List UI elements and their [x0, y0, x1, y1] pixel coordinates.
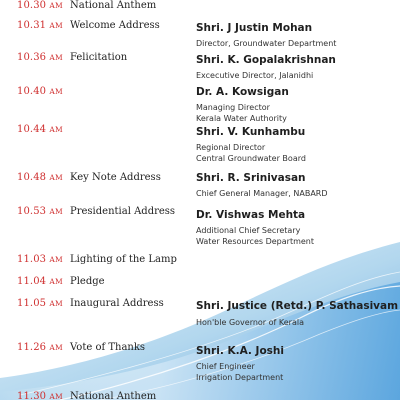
speaker-designation: Chief Engineer	[196, 362, 255, 371]
speaker-designation: Managing Director	[196, 103, 270, 112]
program-event: Felicitation	[70, 52, 128, 63]
program-event: National Anthem	[70, 0, 157, 11]
program-time: 10.53 AM	[17, 206, 63, 217]
speaker-name: Dr. A. Kowsigan	[196, 86, 289, 98]
program-time: 11.04 AM	[17, 276, 63, 287]
speaker-name: Shri. K. Gopalakrishnan	[196, 54, 336, 66]
speaker-name: Shri. J Justin Mohan	[196, 22, 313, 34]
speaker-name: Shri. V. Kunhambu	[196, 126, 306, 138]
speaker-designation: Excecutive Director, Jalanidhi	[196, 71, 314, 80]
speaker-name: Shri. Justice (Retd.) P. Sathasivam	[196, 300, 399, 312]
speaker-designation: Director, Groundwater Department	[196, 39, 337, 48]
program-event: National Anthem	[70, 391, 157, 402]
program-event: Lighting of the Lamp	[70, 254, 177, 265]
program-event: Inaugural Address	[70, 298, 164, 309]
program-time: 10.31 AM	[17, 20, 63, 31]
speaker-designation: Central Groundwater Board	[196, 154, 306, 163]
speaker-designation: Irrigation Department	[196, 373, 284, 382]
program-time: 10.36 AM	[17, 52, 63, 63]
speaker-designation: Additional Chief Secretary	[196, 226, 301, 235]
program-time: 10.44 AM	[17, 124, 63, 135]
speaker-name: Dr. Vishwas Mehta	[196, 209, 306, 221]
program-time: 11.03 AM	[17, 254, 63, 265]
program-time: 11.26 AM	[17, 342, 63, 353]
program-time: 11.05 AM	[17, 298, 63, 309]
program-time: 10.30 AM	[17, 0, 63, 11]
program-event: Pledge	[70, 276, 105, 287]
speaker-designation: Kerala Water Authority	[196, 114, 287, 123]
speaker-name: Shri. K.A. Joshi	[196, 345, 284, 357]
program-event: Welcome Address	[70, 20, 160, 31]
program-time: 10.40 AM	[17, 86, 63, 97]
program-event: Vote of Thanks	[70, 342, 146, 353]
program-time: 10.48 AM	[17, 172, 63, 183]
program-event: Presidential Address	[70, 206, 176, 217]
speaker-name: Shri. R. Srinivasan	[196, 172, 306, 184]
speaker-designation: Hon'ble Governor of Kerala	[196, 318, 304, 327]
speaker-designation: Water Resources Department	[196, 237, 314, 246]
speaker-designation: Chief General Manager, NABARD	[196, 189, 328, 198]
program-time: 11.30 AM	[17, 391, 63, 402]
speaker-designation: Regional Director	[196, 143, 266, 152]
program-event: Key Note Address	[70, 172, 161, 183]
